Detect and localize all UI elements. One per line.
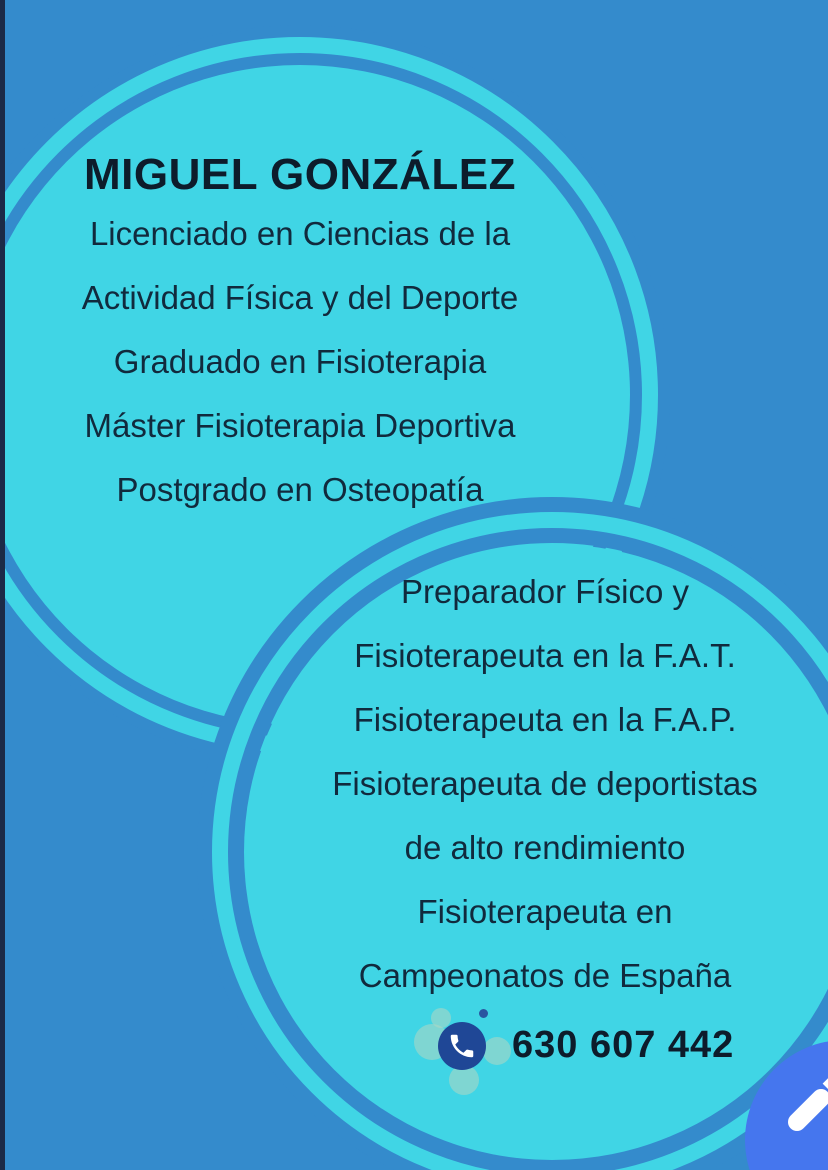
credential-line: Máster Fisioterapia Deportiva: [84, 407, 516, 444]
pencil-icon: [745, 1040, 828, 1170]
phone-call-button[interactable]: [438, 1022, 486, 1070]
phone-call-icon: [447, 1031, 477, 1061]
credential-line: Postgrado en Osteopatía: [116, 471, 484, 508]
role-line: Fisioterapeuta de deportistas: [332, 765, 758, 802]
phone-number: 630 607 442: [512, 1024, 735, 1066]
phone-icon-art: [420, 1005, 510, 1095]
role-line: Fisioterapeuta en: [417, 893, 673, 930]
role-line: Preparador Físico y: [401, 573, 689, 610]
credential-line: Actividad Física y del Deporte: [81, 279, 519, 316]
decor-blob: [483, 1037, 511, 1065]
bottom-circle-text: [245, 560, 828, 1008]
role-line: Campeonatos de España: [358, 957, 732, 994]
edit-fab[interactable]: [745, 1040, 828, 1170]
credential-line: Licenciado en Ciencias de la: [89, 215, 511, 252]
role-line: de alto rendimiento: [404, 829, 686, 866]
top-circle-text: [0, 148, 600, 522]
credential-line: Graduado en Fisioterapia: [113, 343, 487, 380]
person-name: MIGUEL GONZÁLEZ: [83, 150, 516, 199]
left-edge-strip: [0, 0, 5, 1170]
role-line: Fisioterapeuta en la F.A.P.: [353, 701, 737, 738]
decor-dot: [479, 1009, 488, 1018]
role-line: Fisioterapeuta en la F.A.T.: [354, 637, 736, 674]
